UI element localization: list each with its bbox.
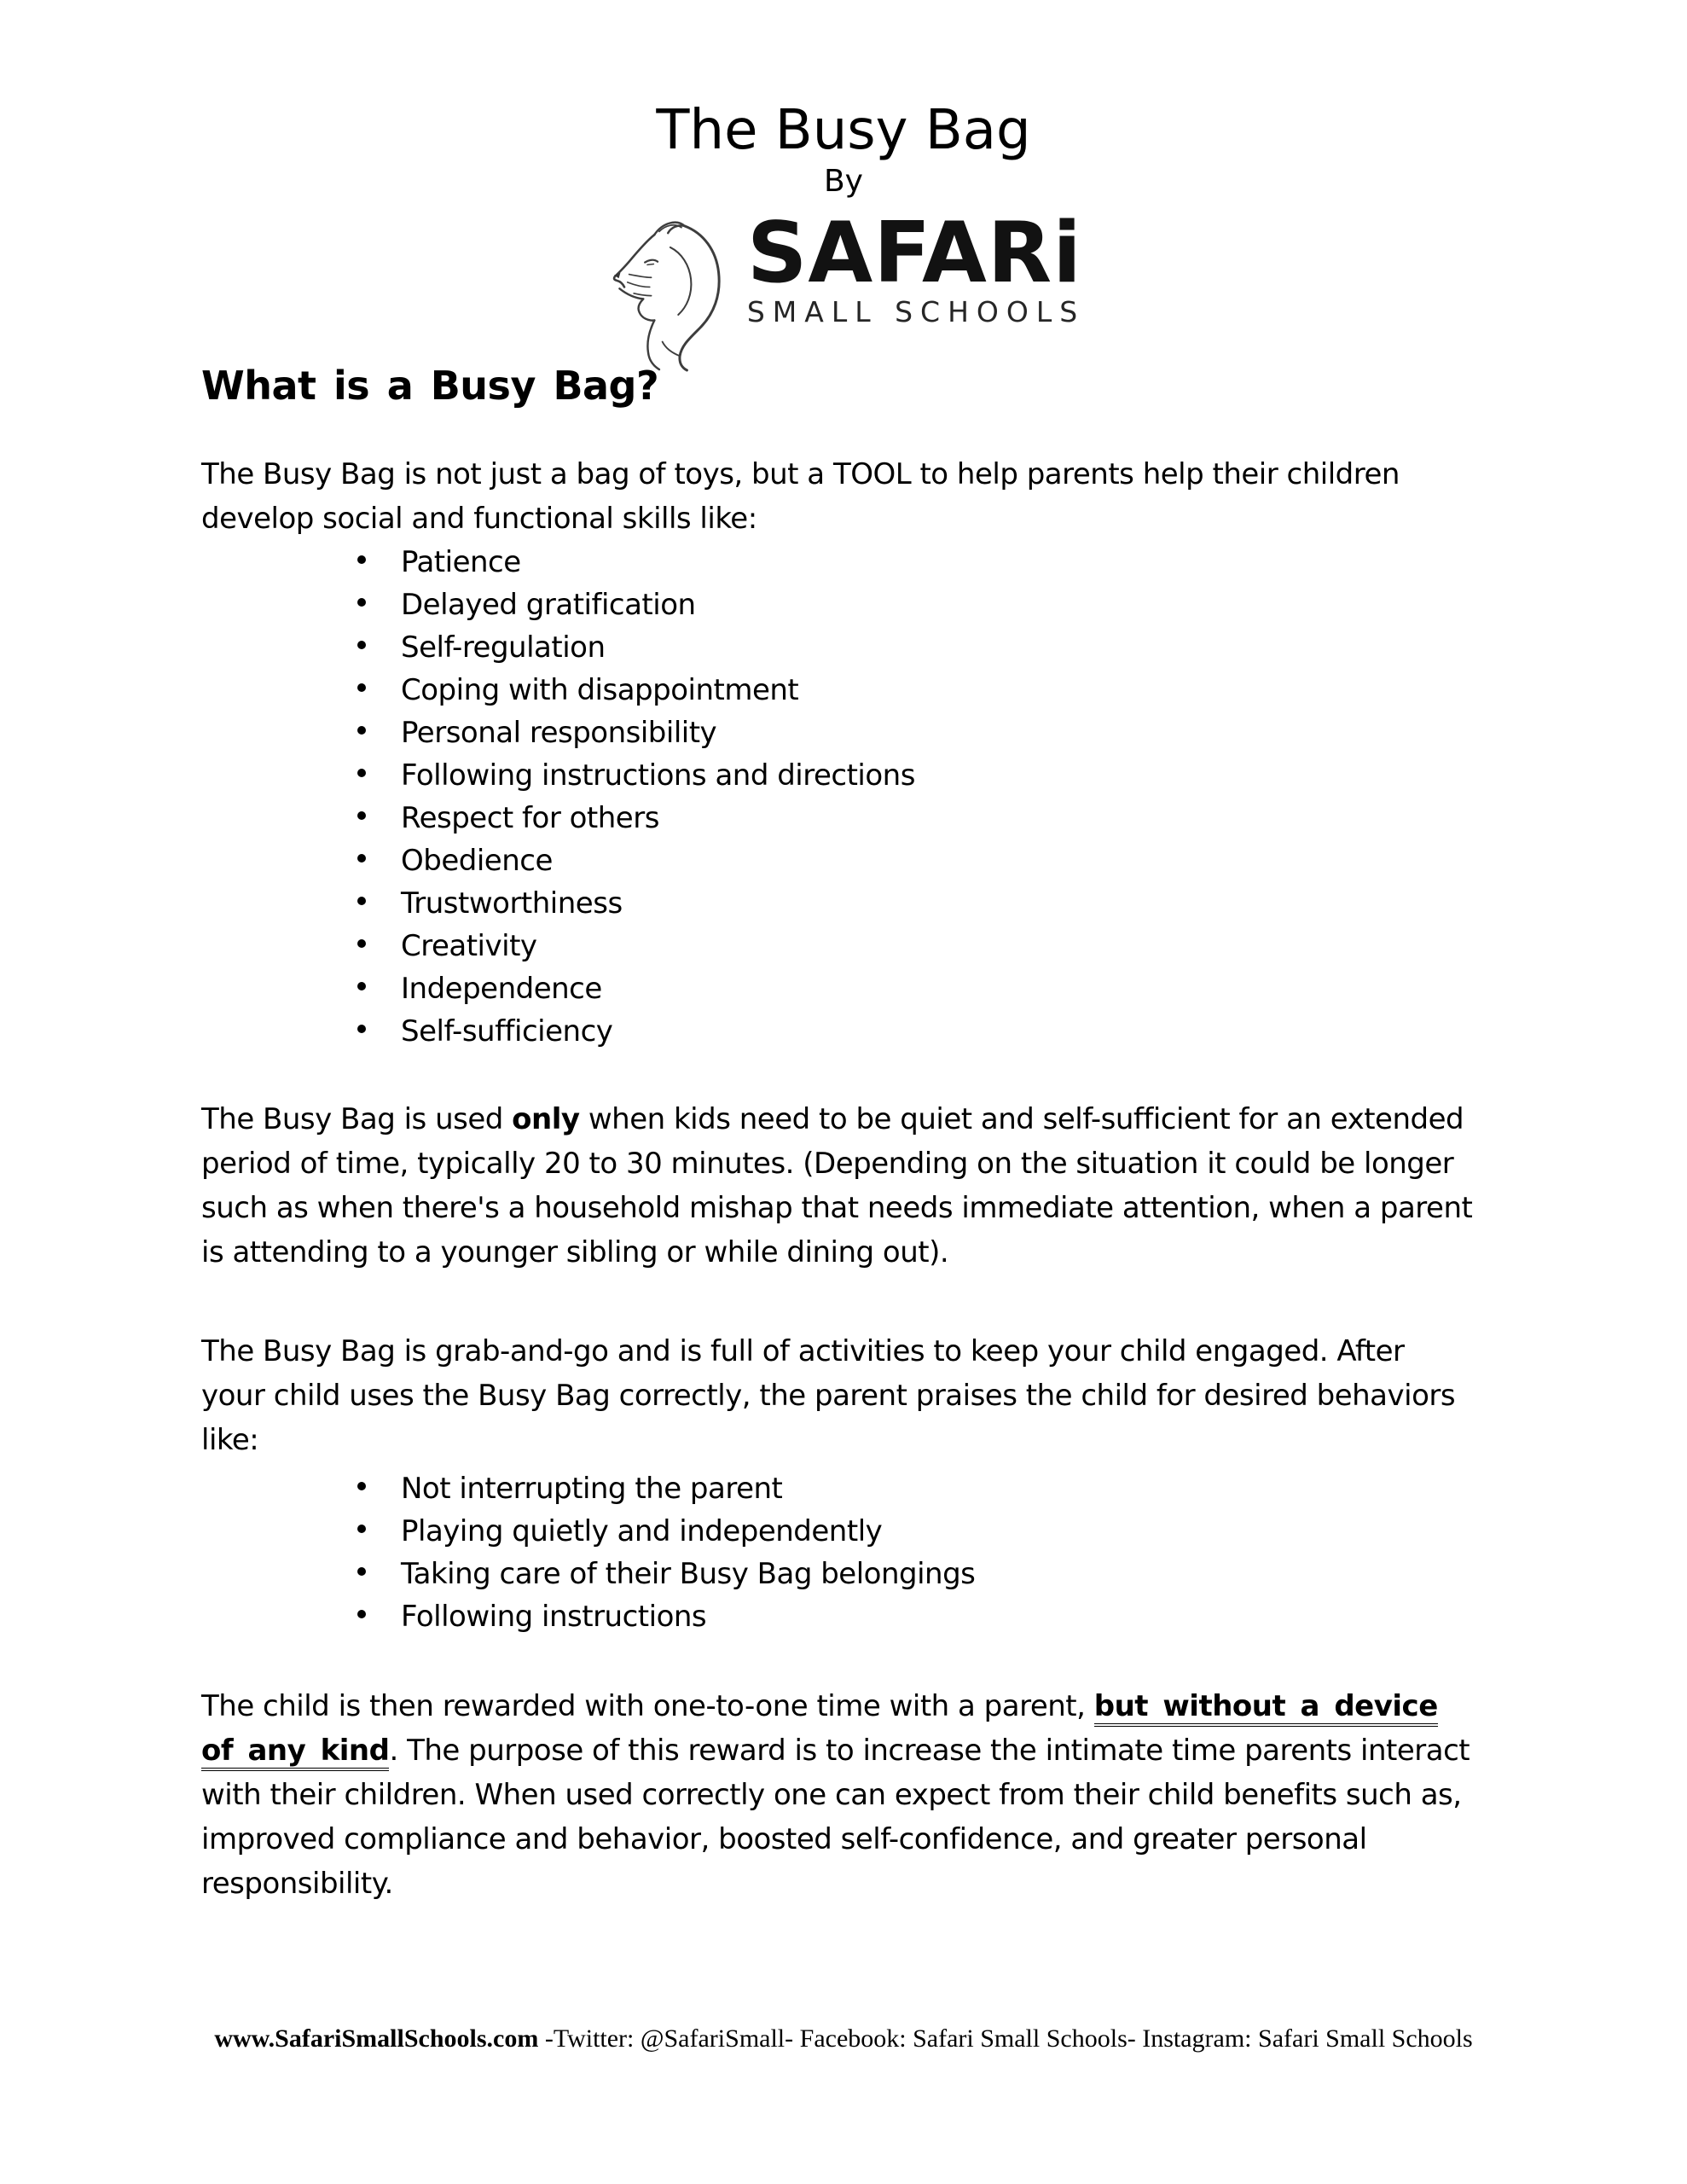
bullet-icon [357,1482,366,1490]
list-item-text: Self-regulation [401,630,606,665]
page-footer [0,2022,1687,2056]
reward-text-before: The child is then rewarded with one-to-one time with a parent, [201,1689,1094,1723]
list-item-text: Obedience [401,844,553,878]
bullet-icon [357,555,366,564]
list-item-text: Patience [401,545,521,579]
list-item [201,584,1474,626]
list-item-text: Coping with disappointment [401,673,799,707]
bullet-icon [357,1610,366,1618]
list-item [201,967,1474,1010]
list-item-text: Taking care of their Busy Bag belongings [401,1557,976,1591]
list-item [201,754,1474,797]
bullet-icon [357,1025,366,1033]
list-item [201,1010,1474,1053]
list-item [201,712,1474,754]
footer-website: www.SafariSmallSchools.com [214,2024,539,2053]
behaviors-list [201,1467,1474,1638]
reward-text-after: . The purpose of this reward is to increase the intimate time parents interact with their children. When used correctly one can expect from their child benefits such as, improved compliance and behavior, boosted self-confidence, and greater personal responsibility. [201,1734,1470,1901]
grab-and-go-paragraph: The Busy Bag is grab-and-go and is full of activities to keep your child engaged. After your child uses the Busy Bag correctly, the parent praises the child for desired behaviors like: [201,1334,1456,1457]
document-byline: By [823,164,863,199]
footer-social-text: -Twitter: @SafariSmall- Facebook: Safari Small Schools- Instagram: Safari Small Schools [538,2024,1473,2053]
bullet-icon [357,683,366,692]
brand-text-block [746,205,1086,328]
list-item-text: Following instructions [401,1600,707,1634]
lion-head-icon [602,208,737,375]
list-item-text: Personal responsibility [401,716,717,750]
list-item-text: Not interrupting the parent [401,1472,783,1506]
document-header [0,0,1687,357]
list-item-text: Delayed gratification [401,588,696,622]
bullet-icon [357,769,366,777]
bullet-icon [357,897,366,905]
list-item [201,1595,1474,1638]
reward-paragraph [201,1684,1474,1906]
bullet-icon [357,641,366,649]
list-item [201,797,1474,839]
list-item [201,925,1474,967]
list-item [201,882,1474,925]
list-item-text: Self-sufficiency [401,1014,613,1048]
list-item [201,1510,1474,1553]
list-item [201,541,1474,584]
list-item [201,669,1474,712]
list-item-text: Trustworthiness [401,886,623,921]
bullet-icon [357,1567,366,1576]
intro-paragraph: The Busy Bag is not just a bag of toys, but a TOOL to help parents help their children develop social and functional skills like: [201,457,1400,536]
list-item-text: Respect for others [401,801,659,835]
bullet-icon [357,1525,366,1533]
usage-text-before: The Busy Bag is used [201,1102,513,1136]
list-item-text: Playing quietly and independently [401,1514,883,1548]
bullet-icon [357,854,366,863]
list-item-text: Creativity [401,929,537,963]
document-body [201,365,1474,1906]
document-title: The Busy Bag [656,99,1031,162]
list-item [201,626,1474,669]
bullet-icon [357,982,366,990]
brand-tagline: SMALL SCHOOLS [746,295,1086,328]
list-item [201,1553,1474,1595]
usage-text-bold: only [512,1102,580,1136]
section-heading: What is a Busy Bag? [201,363,659,409]
skills-list [201,541,1474,1053]
usage-paragraph [201,1097,1474,1275]
bullet-icon [357,811,366,820]
brand-logo [0,205,1687,357]
list-item-text: Independence [401,972,602,1006]
bullet-icon [357,939,366,948]
brand-wordmark: SAFARi [746,205,1082,302]
reward-text-bold-underline: but without a device of any kind [201,1689,1438,1771]
list-item-text: Following instructions and directions [401,758,915,793]
usage-text-after: when kids need to be quiet and self-sufficient for an extended period of time, typically 20 to 30 minutes. (Depending on the situation it could be longer such as when there's a household mishap that needs immediate attention, when a parent is attending to a younger sibling or while dining out). [201,1102,1473,1269]
list-item [201,1467,1474,1510]
bullet-icon [357,726,366,735]
list-item [201,839,1474,882]
bullet-icon [357,598,366,607]
